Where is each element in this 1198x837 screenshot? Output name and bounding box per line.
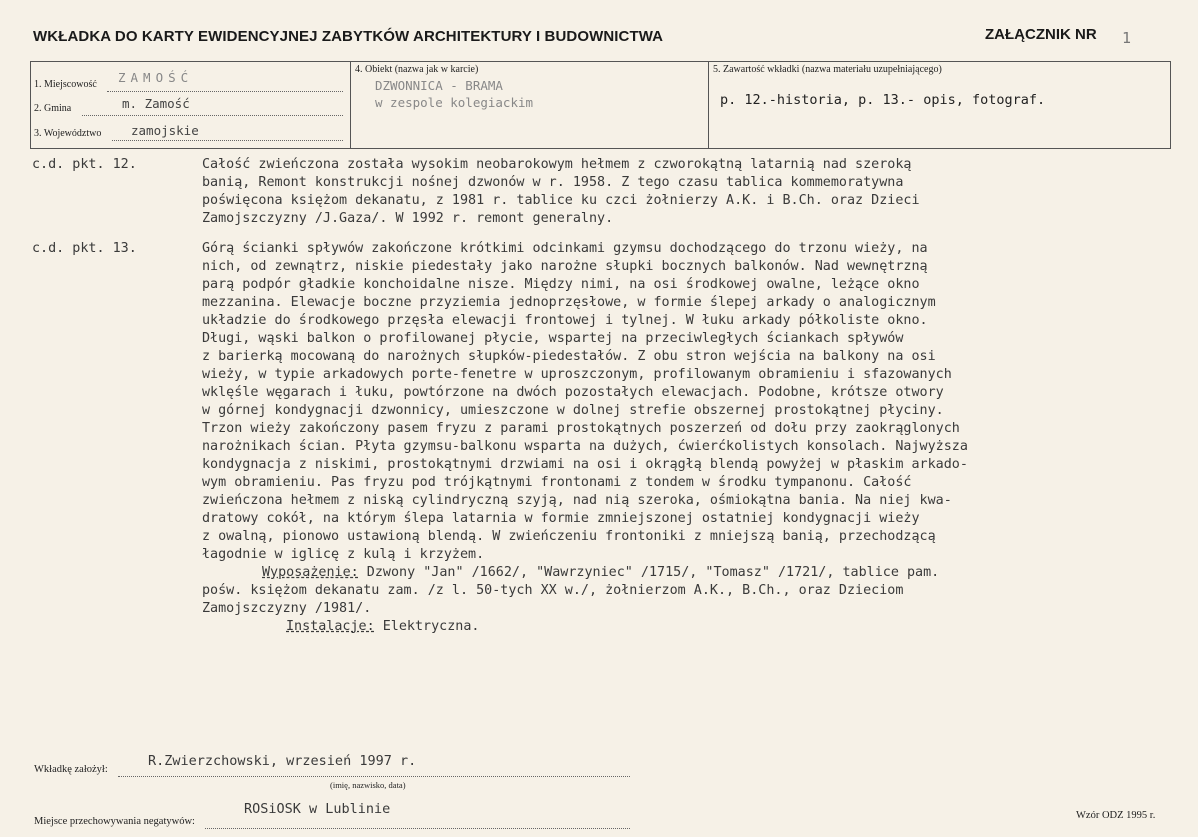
storage-value: ROSiOSK w Lublinie xyxy=(244,801,391,817)
section-13-line: zwieńczona hełmem z niską cylindryczną szyją, nad nią szeroka, ośmiokątna bania. Na niej kwa- xyxy=(202,493,952,508)
section-13-line: łagodnie w iglicę z kulą i krzyżem. xyxy=(202,547,485,562)
section-13-line: w górnej kondygnacji dzwonnicy, umieszczone w dolnej strefie obszernej prostokątnej płyciny. xyxy=(202,403,944,418)
commune-line xyxy=(82,115,343,116)
section-13-line: z owalną, pionowo ustawioną blendą. W zwieńczeniu frontoniki z mniejszą banią, przechodzącą xyxy=(202,529,936,544)
voivodeship-value: zamojskie xyxy=(131,123,199,138)
author-hint: (imię, nazwisko, data) xyxy=(330,780,406,790)
commune-label: 2. Gmina xyxy=(34,103,72,114)
author-line xyxy=(118,776,630,777)
section-13-label: c.d. pkt. 13. xyxy=(32,241,137,256)
equipment-label: Wyposażenie: xyxy=(262,565,359,580)
object-label: 4. Obiekt (nazwa jak w karcie) xyxy=(355,64,479,75)
section-12-line: Zamojszczyzny /J.Gaza/. W 1992 r. remont generalny. xyxy=(202,211,614,226)
section-13-line: układzie do środkowego przęsła elewacji frontowej i tylnej. W łuku arkady półkoliste okno. xyxy=(202,313,928,328)
author-label: Wkładkę założył: xyxy=(34,764,108,775)
equipment-line2: pośw. księżom dekanatu zam. /z l. 50-tych XX w./, żołnierzom A.K., B.Ch., oraz Dzieciom xyxy=(202,583,904,598)
section-13-line: Górą ścianki spływów zakończone krótkimi odcinkami gzymsu dochodzącego do trzonu wieży, na xyxy=(202,241,928,256)
attachment-number: 1 xyxy=(1122,29,1132,47)
place-line xyxy=(107,91,343,92)
section-13-line: wklęśle węgarach i łuku, powtórzone na dwóch pozostałych elewacjach. Podobne, krótsze otwory xyxy=(202,385,944,400)
section-13-line: parą podpór gładkie konchoidalne nisze. Między nimi, na osi środkowej owalne, leżące okno xyxy=(202,277,920,292)
equipment-paragraph xyxy=(262,564,939,583)
box-divider-1 xyxy=(350,61,351,149)
voivodeship-label: 3. Województwo xyxy=(34,128,102,139)
contents-value: p. 12.-historia, p. 13.- opis, fotograf. xyxy=(720,92,1046,108)
contents-label: 5. Zawartość wkładki (nazwa materiału uzupełniającego) xyxy=(713,64,942,75)
equipment-line1: Dzwony "Jan" /1662/, "Wawrzyniec" /1715/, "Tomasz" /1721/, tablice pam. xyxy=(358,565,940,580)
section-13-line: narożnikach ścian. Płyta gzymsu-balkonu wsparta na dużych, ćwierćkolistych konsolach. Najwyższa xyxy=(202,439,968,454)
commune-value: m. Zamość xyxy=(122,96,190,111)
section-13-line: Długi, wąski balkon o profilowanej płycie, wspartej na przeciwległych ściankach spływów xyxy=(202,331,904,346)
section-13-line: dratowy cokół, na którym ślepa latarnia w formie zmniejszonej ostatniej kondygnacji wieży xyxy=(202,511,920,526)
equipment-line3: Zamojszczyzny /1981/. xyxy=(202,601,372,616)
section-13-line: nich, od zewnątrz, niskie piedestały jako narożne słupki bocznych balkonów. Nad wewnętrzną xyxy=(202,259,928,274)
section-13-line: wieży, w typie arkadowych porte-fenetre w uproszczonym, profilowanym obramieniu i sfazowanych xyxy=(202,367,952,382)
installations-label: Instalacje: xyxy=(286,619,375,634)
installations-paragraph xyxy=(286,618,480,637)
object-value-line2: w zespole kolegiackim xyxy=(375,95,534,110)
voivodeship-line xyxy=(112,140,343,141)
section-13-line: z barierką mocowaną do narożnych słupków-piedestałów. Z obu stron wejścia na balkony na osi xyxy=(202,349,936,364)
section-12-line: poświęcona księżom dekanatu, z 1981 r. tablice ku czci żołnierzy A.K. i B.Ch. oraz Dzieci xyxy=(202,193,920,208)
installations-value: Elektryczna. xyxy=(374,619,480,634)
form-title: WKŁADKA DO KARTY EWIDENCYJNEJ ZABYTKÓW ARCHITEKTURY I BUDOWNICTWA xyxy=(33,28,664,45)
object-value-line1: DZWONNICA - BRAMA xyxy=(375,78,503,93)
section-13-line: Trzon wieży zakończony pasem fryzu z parami prostokątnych poszerzeń od dołu przy zaokrąglonych xyxy=(202,421,960,436)
section-12-line: Całość zwieńczona została wysokim neobarokowym hełmem z czworokątną latarnią nad szeroką xyxy=(202,157,912,172)
box-divider-2 xyxy=(708,61,709,149)
section-13-line: wym obramieniu. Pas fryzu pod trójkątnymi frontonami z tondem w środku tympanonu. Całość xyxy=(202,475,912,490)
author-value: R.Zwierzchowski, wrzesień 1997 r. xyxy=(148,753,417,769)
section-13-line: mezzanina. Elewacje boczne przyziemia jednoprzęsłowe, w formie ślepej arkady o analogicznym xyxy=(202,295,936,310)
attachment-label: ZAŁĄCZNIK NR xyxy=(985,26,1097,43)
form-code: Wzór ODZ 1995 r. xyxy=(1076,810,1156,821)
place-value: ZAMOŚĆ xyxy=(118,70,194,85)
storage-line xyxy=(205,828,630,829)
place-label: 1. Miejscowość xyxy=(34,79,97,90)
section-12-label: c.d. pkt. 12. xyxy=(32,157,137,172)
section-12-line: banią, Remont konstrukcji nośnej dzwonów w r. 1958. Z tego czasu tablica kommemoratywna xyxy=(202,175,904,190)
storage-label: Miejsce przechowywania negatywów: xyxy=(34,816,195,827)
section-13-line: kondygnacja z niskimi, prostokątnymi drzwiami na osi i okrągłą blendą powyżej w płaskim arkado- xyxy=(202,457,968,472)
